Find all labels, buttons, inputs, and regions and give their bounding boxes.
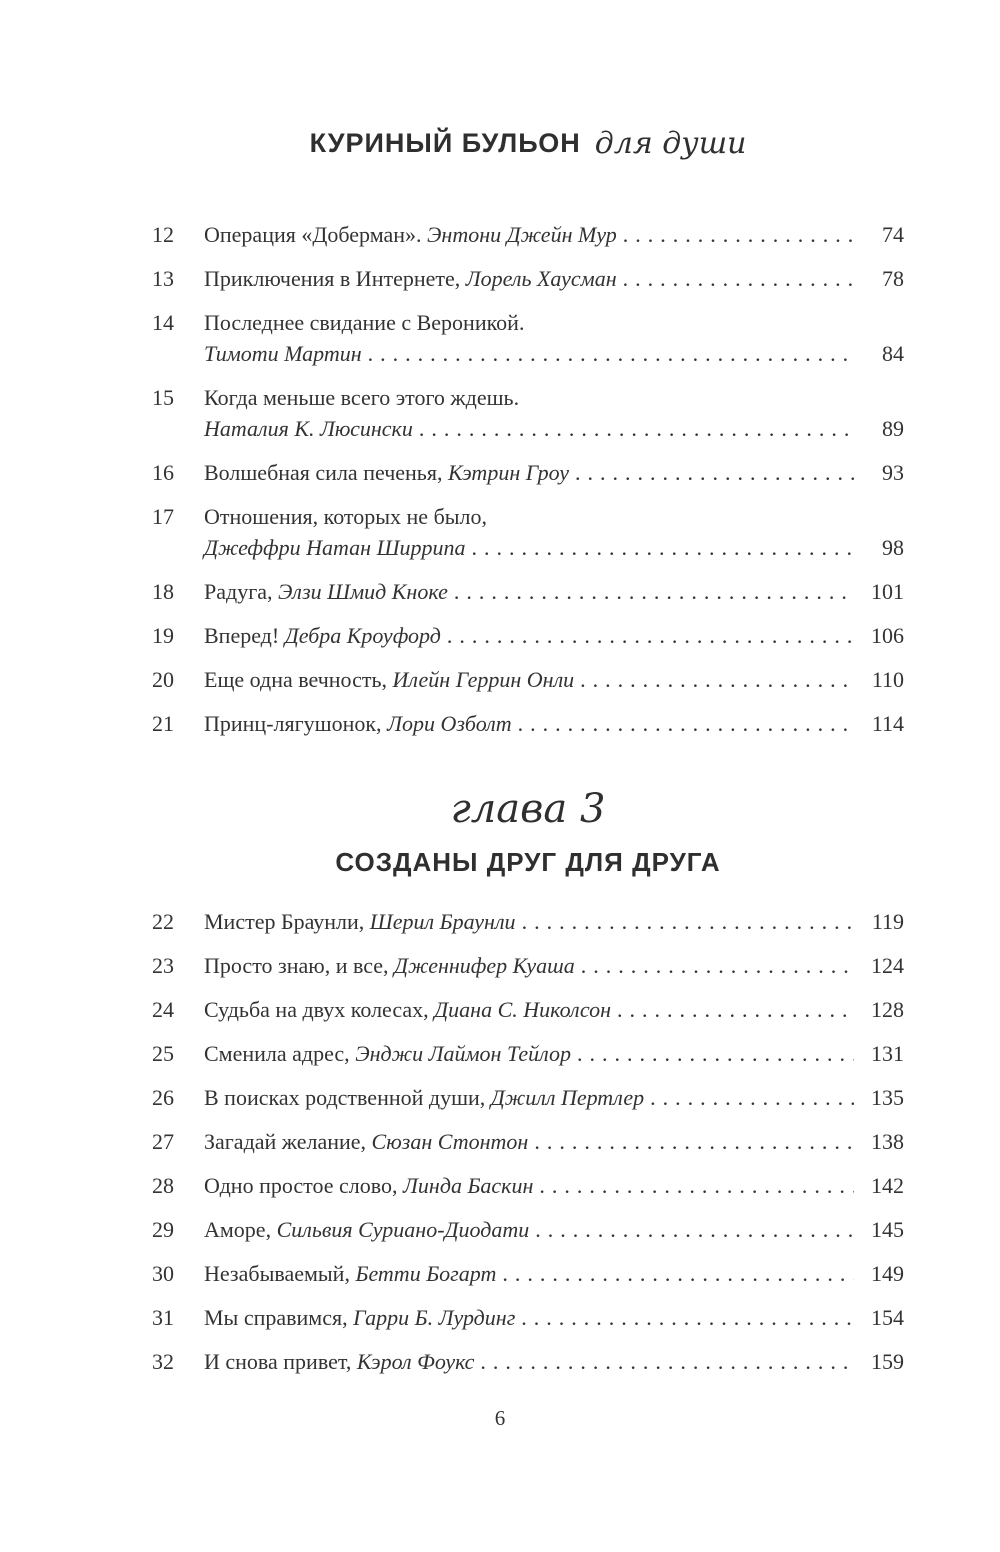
- entry-number: 16: [152, 460, 174, 485]
- entry-page-number: 131: [871, 1041, 904, 1066]
- toc-entry: [152, 1214, 904, 1245]
- entry-page-number: 110: [871, 667, 904, 692]
- entry-author: Бетти Богарт: [355, 1261, 497, 1286]
- dot-leader: [575, 457, 854, 488]
- entry-number: 12: [152, 222, 174, 247]
- entry-page-number: 106: [871, 623, 904, 648]
- toc-section-chapter2: [152, 219, 904, 739]
- entry-number: 21: [152, 711, 174, 736]
- entry-number: 13: [152, 266, 174, 291]
- dot-leader: [472, 532, 854, 563]
- entry-author: Джеффри Натан Ширрипа: [204, 535, 466, 560]
- book-title-main: КУРИНЫЙ БУЛЬОН: [309, 128, 581, 158]
- entry-number: 20: [152, 667, 174, 692]
- entry-title: Мистер Браунли,: [204, 909, 370, 934]
- entry-page-number: 78: [882, 266, 904, 291]
- toc-entry: [152, 501, 904, 563]
- entry-page-number: 119: [871, 909, 904, 934]
- dot-leader: [617, 994, 854, 1025]
- dot-leader: [518, 708, 854, 739]
- toc-entry: [152, 1082, 904, 1113]
- toc-entry: [152, 620, 904, 651]
- entry-title: И снова привет,: [204, 1349, 357, 1374]
- toc-entry: [152, 994, 904, 1025]
- entry-number: 24: [152, 997, 174, 1022]
- entry-page-number: 74: [882, 222, 904, 247]
- toc-entry: [152, 1258, 904, 1289]
- entry-number: 22: [152, 909, 174, 934]
- entry-author: Илейн Геррин Онли: [392, 667, 575, 692]
- dot-leader: [447, 620, 854, 651]
- entry-author: Дебра Кроуфорд: [284, 623, 441, 648]
- entry-author: Сюзан Стонтон: [371, 1129, 529, 1154]
- entry-author: Лорель Хаусман: [465, 266, 617, 291]
- dot-leader: [454, 576, 854, 607]
- dot-leader: [650, 1082, 854, 1113]
- entry-title: Загадай желание,: [204, 1129, 372, 1154]
- entry-title: Сменила адрес,: [204, 1041, 356, 1066]
- entry-number: 29: [152, 1217, 174, 1242]
- entry-page-number: 84: [882, 341, 904, 366]
- entry-author: Джилл Пертлер: [490, 1085, 645, 1110]
- dot-leader: [502, 1258, 854, 1289]
- entry-number: 17: [152, 504, 174, 529]
- entry-page-number: 159: [871, 1349, 904, 1374]
- entry-page-number: 145: [871, 1217, 904, 1242]
- entry-author: Кэрол Фоукс: [356, 1349, 475, 1374]
- entry-number: 30: [152, 1261, 174, 1286]
- toc-entry: [152, 1126, 904, 1157]
- toc-entry: [152, 906, 904, 937]
- entry-page-number: 124: [871, 953, 904, 978]
- dot-leader: [577, 1038, 854, 1069]
- dot-leader: [539, 1170, 854, 1201]
- entry-page-number: 98: [882, 535, 904, 560]
- entry-title: Отношения, которых не было,: [204, 504, 488, 529]
- toc-entry: [152, 307, 904, 369]
- toc-entry: [152, 1170, 904, 1201]
- entry-page-number: 142: [871, 1173, 904, 1198]
- entry-title: Мы справимся,: [204, 1305, 354, 1330]
- entry-author: Энтони Джейн Мур: [427, 222, 617, 247]
- dot-leader: [534, 1126, 854, 1157]
- dot-leader: [419, 413, 854, 444]
- entry-title: Незабываемый,: [204, 1261, 356, 1286]
- entry-number: 14: [152, 310, 174, 335]
- entry-author: Гарри Б. Лурдинг: [353, 1305, 516, 1330]
- entry-author: Шерил Браунли: [369, 909, 516, 934]
- entry-title: Еще одна вечность,: [204, 667, 393, 692]
- entry-page-number: 128: [871, 997, 904, 1022]
- entry-author: Линда Баскин: [403, 1173, 534, 1198]
- dot-leader: [480, 1346, 854, 1377]
- entry-title: Приключения в Интернете,: [204, 266, 466, 291]
- entry-title: Принц-лягушонок,: [204, 711, 388, 736]
- entry-page-number: 138: [871, 1129, 904, 1154]
- entry-title: Волшебная сила печенья,: [204, 460, 448, 485]
- dot-leader: [581, 950, 854, 981]
- entry-number: 23: [152, 953, 174, 978]
- entry-author: Кэтрин Гроу: [447, 460, 569, 485]
- entry-title: Просто знаю, и все,: [204, 953, 395, 978]
- book-title: [152, 126, 904, 161]
- entry-page-number: 149: [871, 1261, 904, 1286]
- entry-author: Тимоти Мартин: [204, 341, 362, 366]
- entry-author: Диана С. Николсон: [434, 997, 612, 1022]
- entry-title: Аморе,: [204, 1217, 277, 1242]
- toc-entry: [152, 457, 904, 488]
- entry-author: Элзи Шмид Кноке: [277, 579, 448, 604]
- entry-author: Сильвия Суриано-Диодати: [276, 1217, 530, 1242]
- toc-entry: [152, 263, 904, 294]
- entry-number: 18: [152, 579, 174, 604]
- entry-page-number: 154: [871, 1305, 904, 1330]
- dot-leader: [521, 1302, 854, 1333]
- entry-title: Одно простое слово,: [204, 1173, 403, 1198]
- toc-entry: [152, 576, 904, 607]
- entry-title: Радуга,: [204, 579, 278, 604]
- dot-leader: [535, 1214, 854, 1245]
- entry-title: Вперед!: [204, 623, 285, 648]
- entry-number: 26: [152, 1085, 174, 1110]
- toc-section-chapter3: [152, 906, 904, 1377]
- entry-title: Судьба на двух колесах,: [204, 997, 435, 1022]
- dot-leader: [580, 664, 854, 695]
- entry-number: 25: [152, 1041, 174, 1066]
- entry-page-number: 135: [871, 1085, 904, 1110]
- entry-page-number: 93: [882, 460, 904, 485]
- toc-entry: [152, 382, 904, 444]
- entry-author: Дженнифер Куаша: [394, 953, 575, 978]
- entry-page-number: 89: [882, 416, 904, 441]
- chapter-title: СОЗДАНЫ ДРУГ ДЛЯ ДРУГА: [335, 847, 721, 877]
- chapter-heading: [152, 787, 904, 878]
- entry-number: 28: [152, 1173, 174, 1198]
- toc-entry: [152, 219, 904, 250]
- entry-page-number: 114: [871, 711, 904, 736]
- entry-author: Энджи Лаймон Тейлор: [355, 1041, 572, 1066]
- toc-entry: [152, 950, 904, 981]
- chapter-number-script: глава 3: [450, 786, 606, 832]
- entry-title: В поисках родственной души,: [204, 1085, 491, 1110]
- entry-page-number: 101: [871, 579, 904, 604]
- entry-number: 15: [152, 385, 174, 410]
- entry-title: Когда меньше всего этого ждешь.: [204, 385, 520, 410]
- folio-page-number: 6: [494, 1406, 506, 1430]
- entry-author: Наталия К. Люсински: [204, 416, 413, 441]
- entry-title: Операция «Доберман».: [204, 222, 428, 247]
- book-title-script: для души: [594, 126, 747, 161]
- dot-leader: [368, 338, 854, 369]
- toc-entry: [152, 1302, 904, 1333]
- entry-number: 32: [152, 1349, 174, 1374]
- dot-leader: [623, 263, 854, 294]
- entry-title: Последнее свидание с Вероникой.: [204, 310, 525, 335]
- toc-entry: [152, 1346, 904, 1377]
- entry-number: 27: [152, 1129, 174, 1154]
- entry-number: 19: [152, 623, 174, 648]
- entry-number: 31: [152, 1305, 174, 1330]
- entry-author: Лори Озболт: [387, 711, 512, 736]
- toc-entry: [152, 664, 904, 695]
- dot-leader: [522, 906, 854, 937]
- toc-entry: [152, 1038, 904, 1069]
- dot-leader: [623, 219, 854, 250]
- toc-entry: [152, 708, 904, 739]
